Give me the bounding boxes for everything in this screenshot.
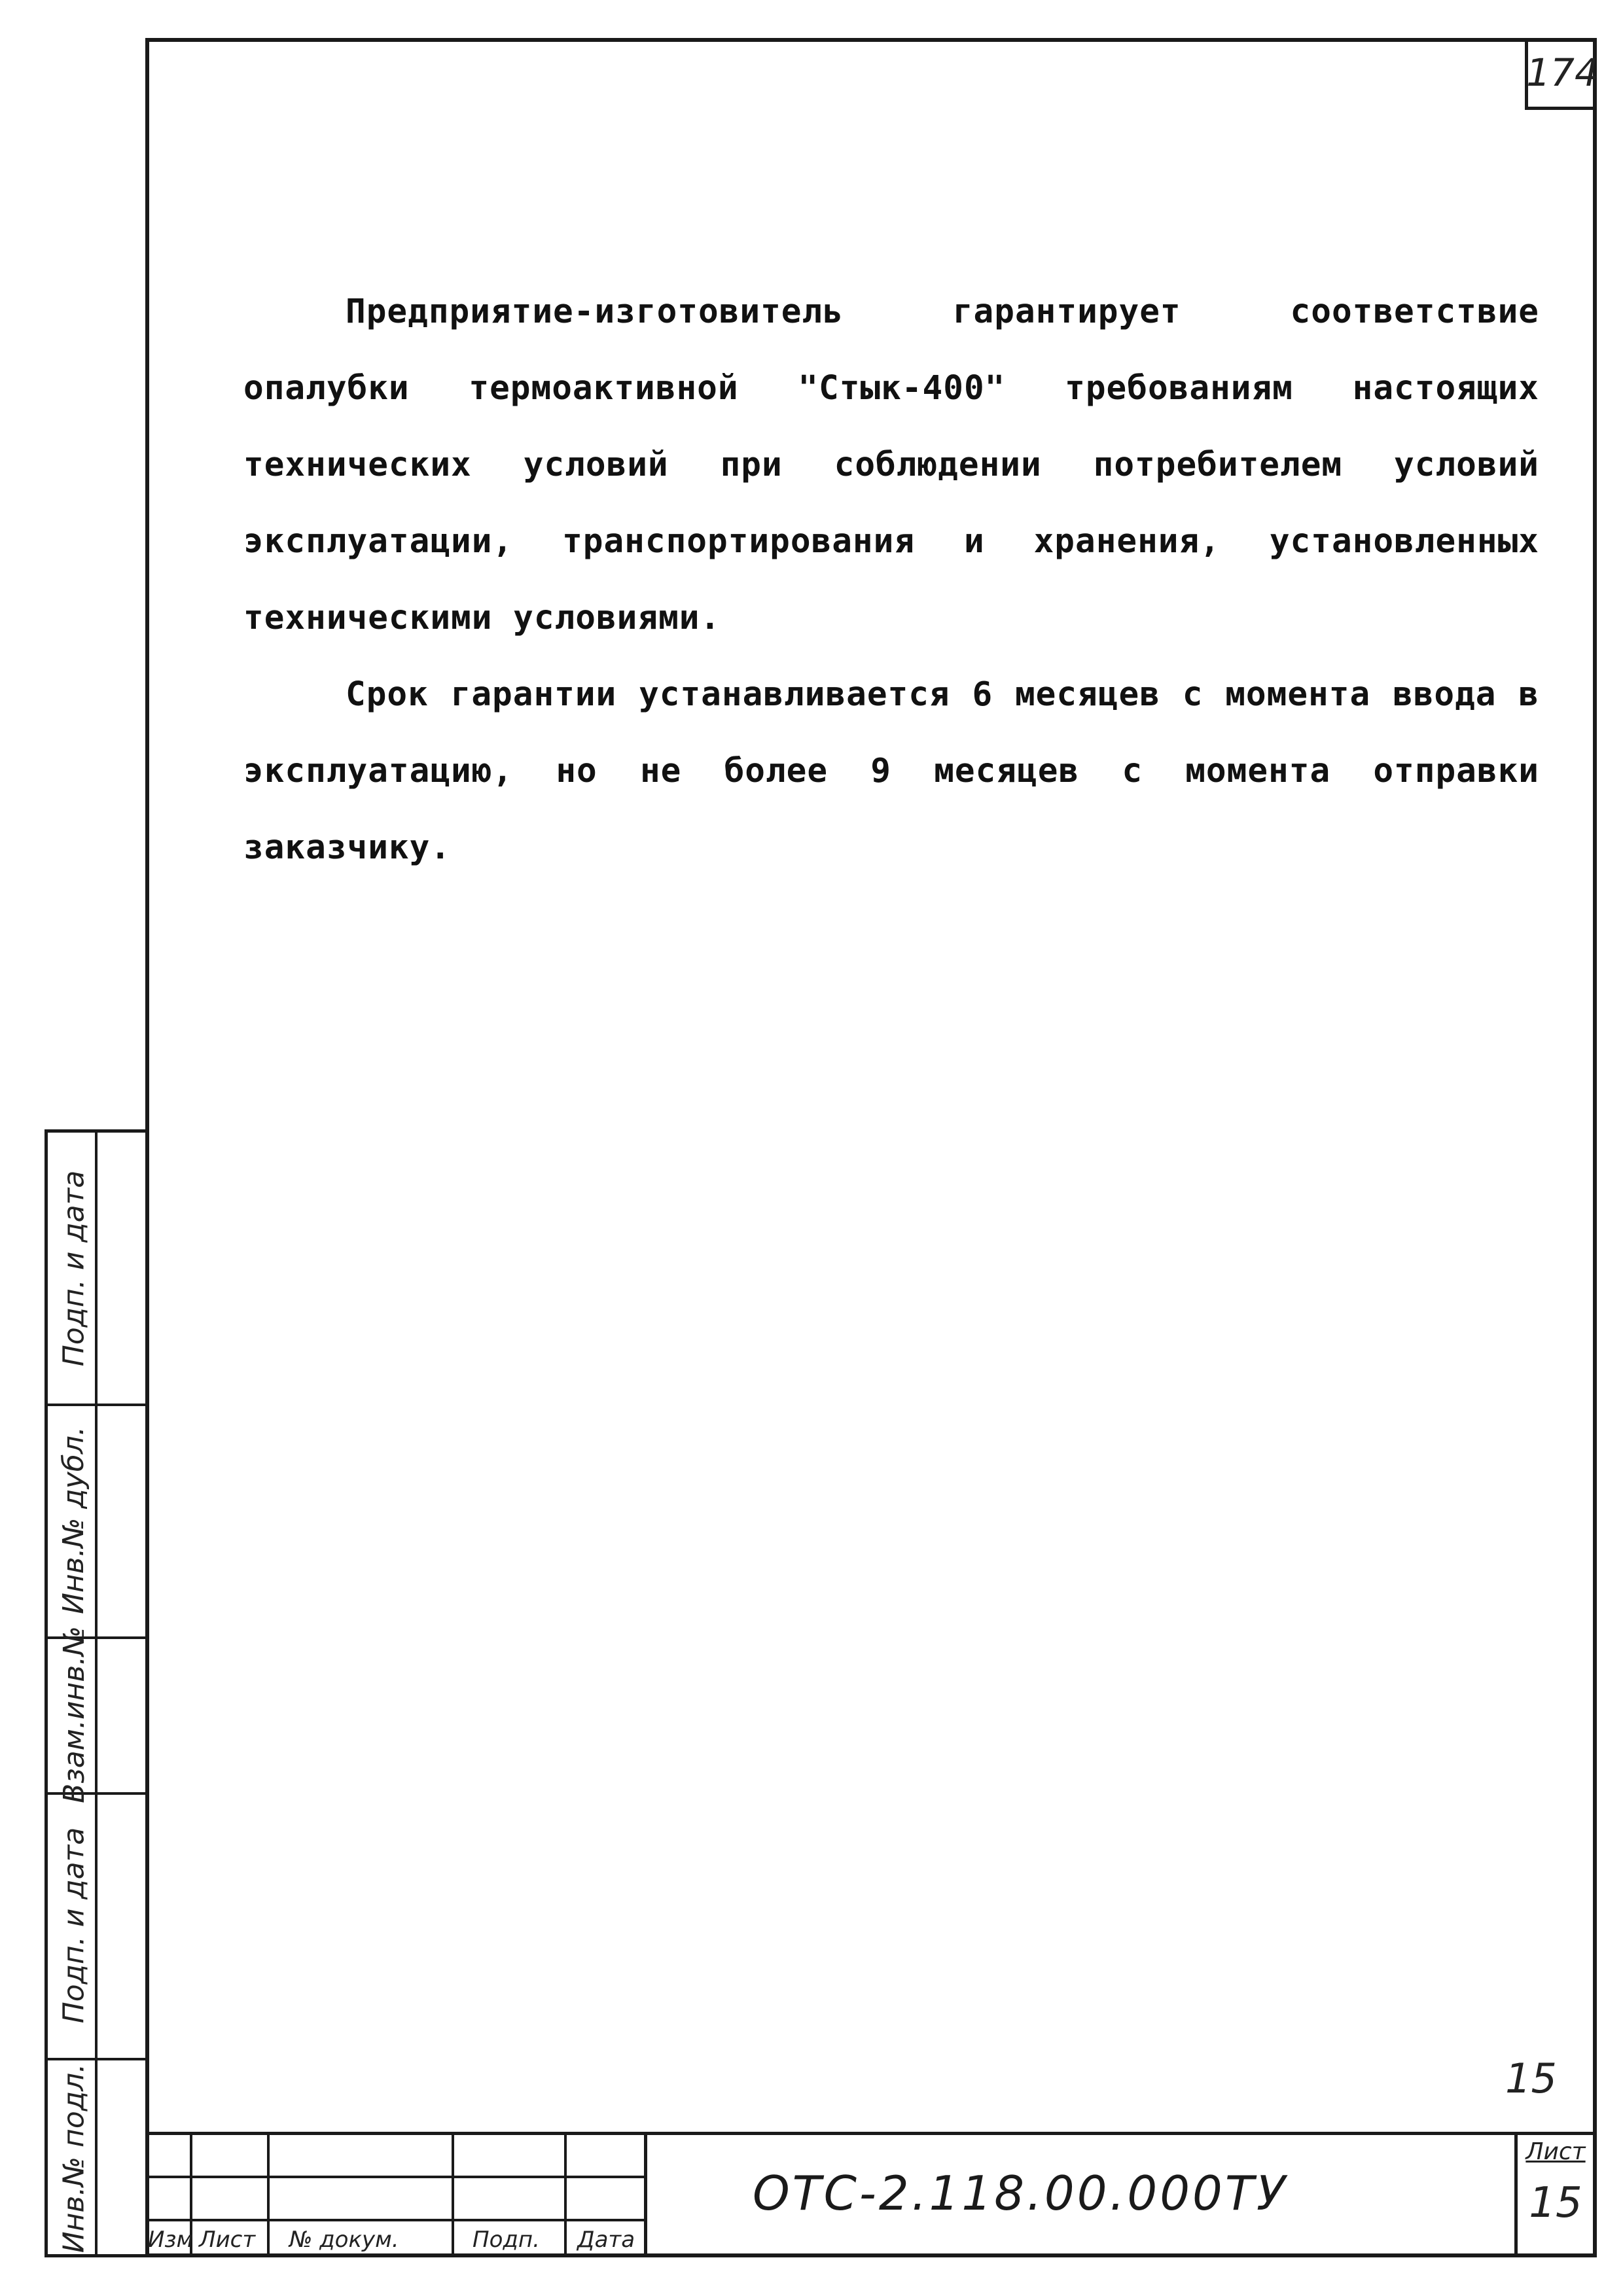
side-label-replacement-inventory: Взам.инв.№ [57,1625,91,1803]
title-block-rule [145,2176,644,2178]
side-strip-divider [95,1133,98,2254]
side-stamp-strip [45,1129,145,2257]
header-sheet: Лист [199,2227,256,2253]
side-label-original-inventory: Инв.№ подл. [57,2063,91,2253]
header-date: Дата [577,2227,635,2253]
title-block-rule [644,2135,647,2257]
title-block-rule [564,2135,567,2257]
header-doc-number: № докум. [289,2227,399,2253]
title-block-rule [1514,2135,1518,2257]
header-signature: Подп. [473,2227,540,2253]
title-block-rule [452,2135,454,2257]
document-code: ОТС-2.118.00.000ТУ [753,2166,1288,2221]
side-label-dup-inventory: Инв.№ дубл. [57,1426,91,1614]
header-change: Изм [148,2227,194,2253]
paragraph-warranty-period: Срок гарантии устанавливается 6 месяцев с момента ввода в эксплуатацию, но не более 9 месяцев с момента отправки заказчику. [243,675,1539,867]
paragraph-warranty-compliance: Предприятие-изготовитель гарантирует соответствие опалубки термоактивной "Стык-400" требованиям настоящих технических условий при соблюдении потребителем условий эксплуатации, транспортирования и хранения, установленных техническими условиями. [243,292,1539,637]
archive-page-number: 174 [1525,38,1597,110]
document-body [243,274,1539,886]
side-label-signature-date: Подп. и дата [57,1170,91,1366]
sheet-label: Лист [1525,2138,1586,2165]
side-label-signature-date-2: Подп. и дата [57,1827,91,2023]
sheet-number: 15 [1529,2179,1582,2227]
sheet-mark: 15 [1505,2055,1557,2102]
title-block-rule [267,2135,270,2257]
title-block-rule [145,2219,644,2221]
